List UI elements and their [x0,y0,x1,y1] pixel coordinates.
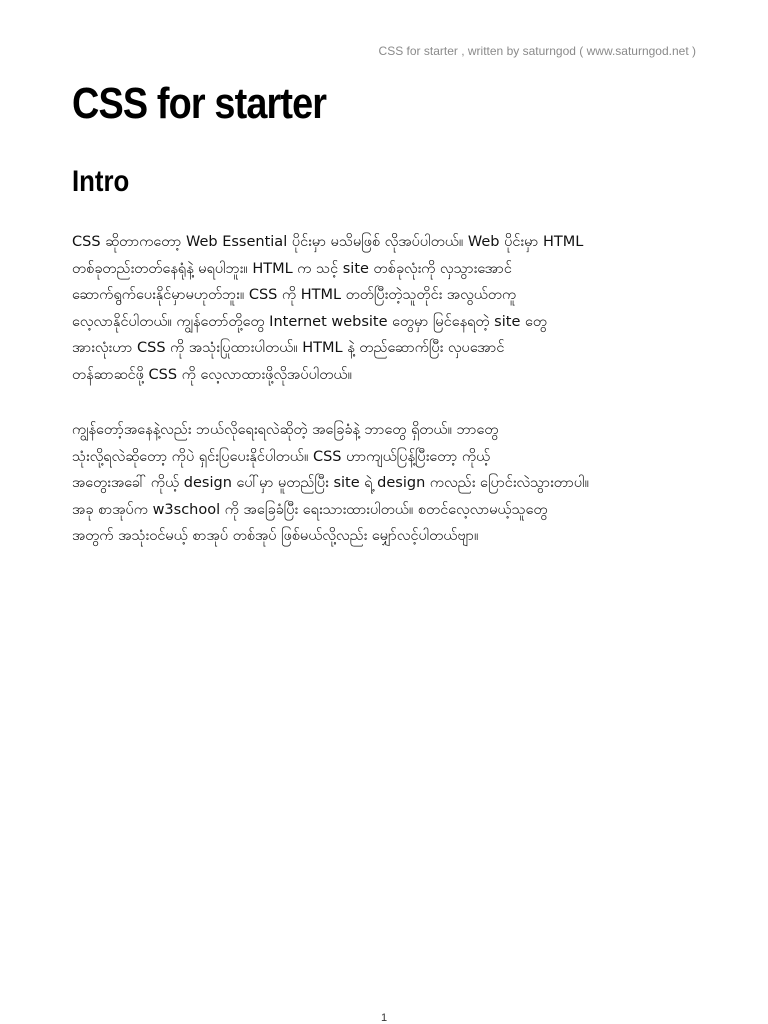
paragraph-line: ဆောက်ရွက်ပေးနိုင်မှာမဟုတ်ဘူး။ CSS ကို HTML တတ်ပြီးတဲ့သူတိုင်း အလွယ်တကူ [72,287,517,303]
document-title: CSS for starter [72,79,327,128]
paragraph-line: အားလုံးဟာ CSS ကို အသုံးပြုထားပါတယ်။ HTML နဲ့ တည်ဆောက်ပြီး လှပအောင် [72,340,505,356]
paragraph-line: အတွေးအခေါ် ကိုယ့် design ပေါ်မှာ မူတည်ပြီး site ရဲ့ design ကလည်း ပြောင်းလဲသွားတာပါ။ [72,475,590,491]
paragraph-line: လေ့လာနိုင်ပါတယ်။ ကျွန်တော်တို့တွေ Internet website တွေမှာ မြင်နေရတဲ့ site တွေ [72,313,547,330]
running-header: CSS for starter , written by saturngod ( www.saturngod.net ) [378,44,696,58]
section-heading-intro: Intro [72,165,130,198]
paragraph-line: တန်ဆာဆင်ဖို့ CSS ကို လေ့လာထားဖို့လိုအပ်ပါတယ်။ [72,366,352,383]
body-paragraph [72,417,702,550]
page-number: 1 [380,1012,388,1024]
paragraph-line: သုံးလို့ရလဲဆိုတော့ ကိုပဲ ရှင်းပြပေးနိုင်ပါတယ်။ CSS ဟာကျယ်ပြန့်ပြီးတော့ ကိုယ့် [72,448,491,465]
body-paragraph [72,229,702,388]
paragraph-line: CSS ဆိုတာကတော့ Web Essential ပိုင်းမှာ မသိမဖြစ် လိုအပ်ပါတယ်။ Web ပိုင်းမှာ HTML [72,234,584,250]
paragraph-line: အခု စာအုပ်က w3school ကို အခြေခံပြီး ရေးသားထားပါတယ်။ စတင်လေ့လာမယ့်သူတွေ [72,501,548,518]
paragraph-line: အတွက် အသုံးဝင်မယ့် စာအုပ် တစ်အုပ် ဖြစ်မယ်လို့လည်း မျှော်လင့်ပါတယ်ဗျာ။ [72,528,479,544]
paragraph-line: ကျွန်တော့်အနေနဲ့လည်း ဘယ်လိုရေးရလဲဆိုတဲ့ အခြေခံနဲ့ ဘာတွေ ရှိတယ်။ ဘာတွေ [72,422,499,438]
paragraph-line: တစ်ခုတည်းတတ်နေရုံနဲ့ မရပါဘူး။ HTML က သင့် site တစ်ခုလုံးကို လှသွားအောင် [72,260,512,277]
